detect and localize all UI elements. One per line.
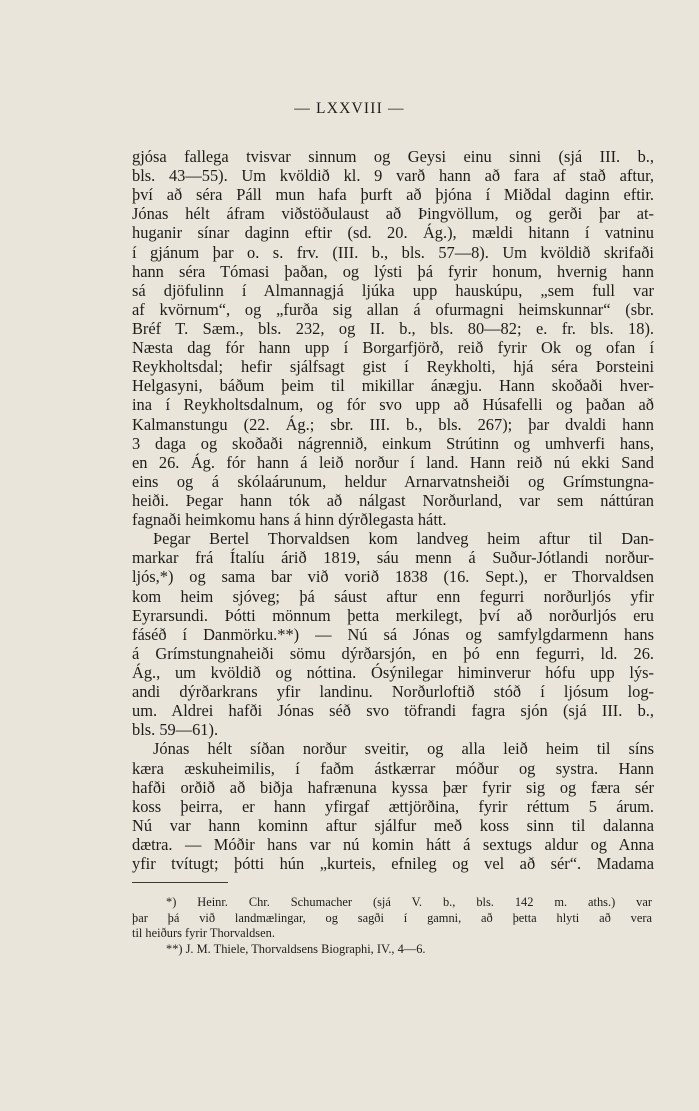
text-line: Bréf T. Sæm., bls. 232, og II. b., bls. 80—82; e. fr. bls. 18). [132, 318, 654, 338]
text-line: Jónas hélt áfram viðstöðulaust að Þingvöllum, og gerði þar at- [132, 204, 654, 224]
footnote-line: *) Heinr. Chr. Schumacher (sjá V. b., bls. 142 m. aths.) var [166, 895, 652, 909]
text-line: en 26. Ág. fór hann á leið norður í land. Hann reið nú ekki Sand [132, 452, 654, 472]
text-line: kæra æskuheimilis, í faðm ástkærrar móður og systra. Hann [132, 758, 654, 778]
text-line: því að séra Páll mun hafa þurft að þjóna í Miðdal daginn eftir. [132, 185, 654, 205]
footnote-divider [132, 882, 228, 883]
footnote-line: til heiðurs fyrir Thorvaldsen. [132, 926, 275, 941]
text-line: 3 daga og skoðaði nágrennið, einkum Strútinn og umhverfi hans, [132, 433, 654, 453]
text-line: af kvörnum“, og „furða sig allan á ofurmagni heimskunnar“ (sbr. [132, 299, 654, 319]
text-line: gjósa fallega tvisvar sinnum og Geysi einu sinni (sjá III. b., [132, 147, 654, 166]
body-text [132, 147, 654, 873]
text-line: ina í Reykholtsdalnum, og fór svo upp að Húsafelli og þaðan að [132, 395, 654, 415]
text-line: fagnaði heimkomu hans á hinn dýrðlegasta hátt. [132, 510, 447, 530]
footnote-1 [132, 895, 652, 942]
text-line: á Grímstungnaheiði sömu dýrðarsjón, en þó enn fegurri, ld. 26. [132, 643, 654, 663]
text-line: Ág., um kvöldið og nóttina. Ósýnilegar himinverur hófu upp lýs- [132, 662, 654, 682]
text-line: Kalmanstungu (22. Ág.; sbr. III. b., bls. 267); þar dvaldi hann [132, 414, 654, 434]
footnote-line: **) J. M. Thiele, Thorvaldsens Biographi, IV., 4—6. [166, 942, 426, 957]
page-header: — LXXVIII — [294, 100, 405, 117]
text-line: Jónas hélt síðan norður sveitir, og alla leið heim til síns [153, 739, 654, 759]
text-line: hann séra Tómasi þaðan, og lýsti þá fyrir honum, hvernig hann [132, 261, 654, 281]
text-line: Reykholtsdal; hefir sjálfsagt gist í Reykholti, hjá séra Þorsteini [132, 357, 654, 377]
text-line: Helgasyni, báðum þeim til mikillar ánægju. Hann skoðaði hver- [132, 376, 654, 396]
text-line: bls. 43—55). Um kvöldið kl. 9 varð hann að fara af stað aftur, [132, 166, 654, 186]
paragraph-2 [132, 529, 654, 739]
text-line: Næsta dag fór hann upp í Borgarfjörð, reið fyrir Ok og ofan í [132, 338, 654, 358]
text-line: Þegar Bertel Thorvaldsen kom landveg heim aftur til Dan- [153, 529, 654, 549]
text-line: kom heim sjóveg; þá sáust aftur enn fegurri norðurljós yfir [132, 586, 654, 606]
text-line: um. Aldrei hafði Jónas séð svo töfrandi fagra sjón (sjá III. b., [132, 701, 654, 721]
footnotes [132, 895, 652, 958]
footnote-line: þar þá við landmælingar, og sagði í gamni, að þetta hlyti að vera [132, 910, 652, 925]
text-line: koss þeirra, er hann yfirgaf ættjörðina, fyrir réttum 5 árum. [132, 796, 654, 816]
text-line: bls. 59—61). [132, 720, 219, 740]
text-line: huganir sínar daginn eftir (sd. 20. Ág.), mældi hitann í vatninu [132, 223, 654, 243]
text-line: ljós,*) og sama bar við vorið 1838 (16. Sept.), er Thorvaldsen [132, 567, 654, 587]
text-line: andi dýrðarkrans yfir landinu. Norðurloftið stóð í ljósum log- [132, 682, 654, 702]
text-line: í gjánum þar o. s. frv. (III. b., bls. 57—8). Um kvöldið skrifaði [132, 242, 654, 262]
text-line: hafði orðið að biðja hafrænuna kyssa þær fyrir sig og færa sér [132, 777, 654, 797]
text-line: yfir tvítugt; þótti hún „kurteis, efnileg og vel að sér“. Madama [132, 854, 654, 874]
text-line: sá djöfulinn í Almannagjá ljúka upp hauskúpu, „sem full var [132, 280, 654, 300]
text-line: dætra. — Móðir hans var nú komin hátt á sextugs aldur og Anna [132, 834, 654, 854]
paragraph-1 [132, 147, 654, 529]
text-line: markar frá Ítalíu árið 1819, sáu menn á Suður-Jótlandi norður- [132, 548, 654, 568]
text-line: eins og á skólaárunum, heldur Arnarvatnsheiði og Grímstungna- [132, 471, 654, 491]
text-line: Eyrarsundi. Þótti mönnum þetta merkilegt, því að norðurljós eru [132, 605, 654, 625]
text-line: Nú var hann kominn aftur sjálfur með koss sinn til dalanna [132, 815, 654, 835]
text-line: fáséð í Danmörku.**) — Nú sá Jónas og samfylgdarmenn hans [132, 624, 654, 644]
footnote-2 [132, 942, 652, 958]
paragraph-3 [132, 739, 654, 873]
text-line: heiði. Þegar hann tók að nálgast Norðurland, var sem náttúran [132, 490, 654, 510]
